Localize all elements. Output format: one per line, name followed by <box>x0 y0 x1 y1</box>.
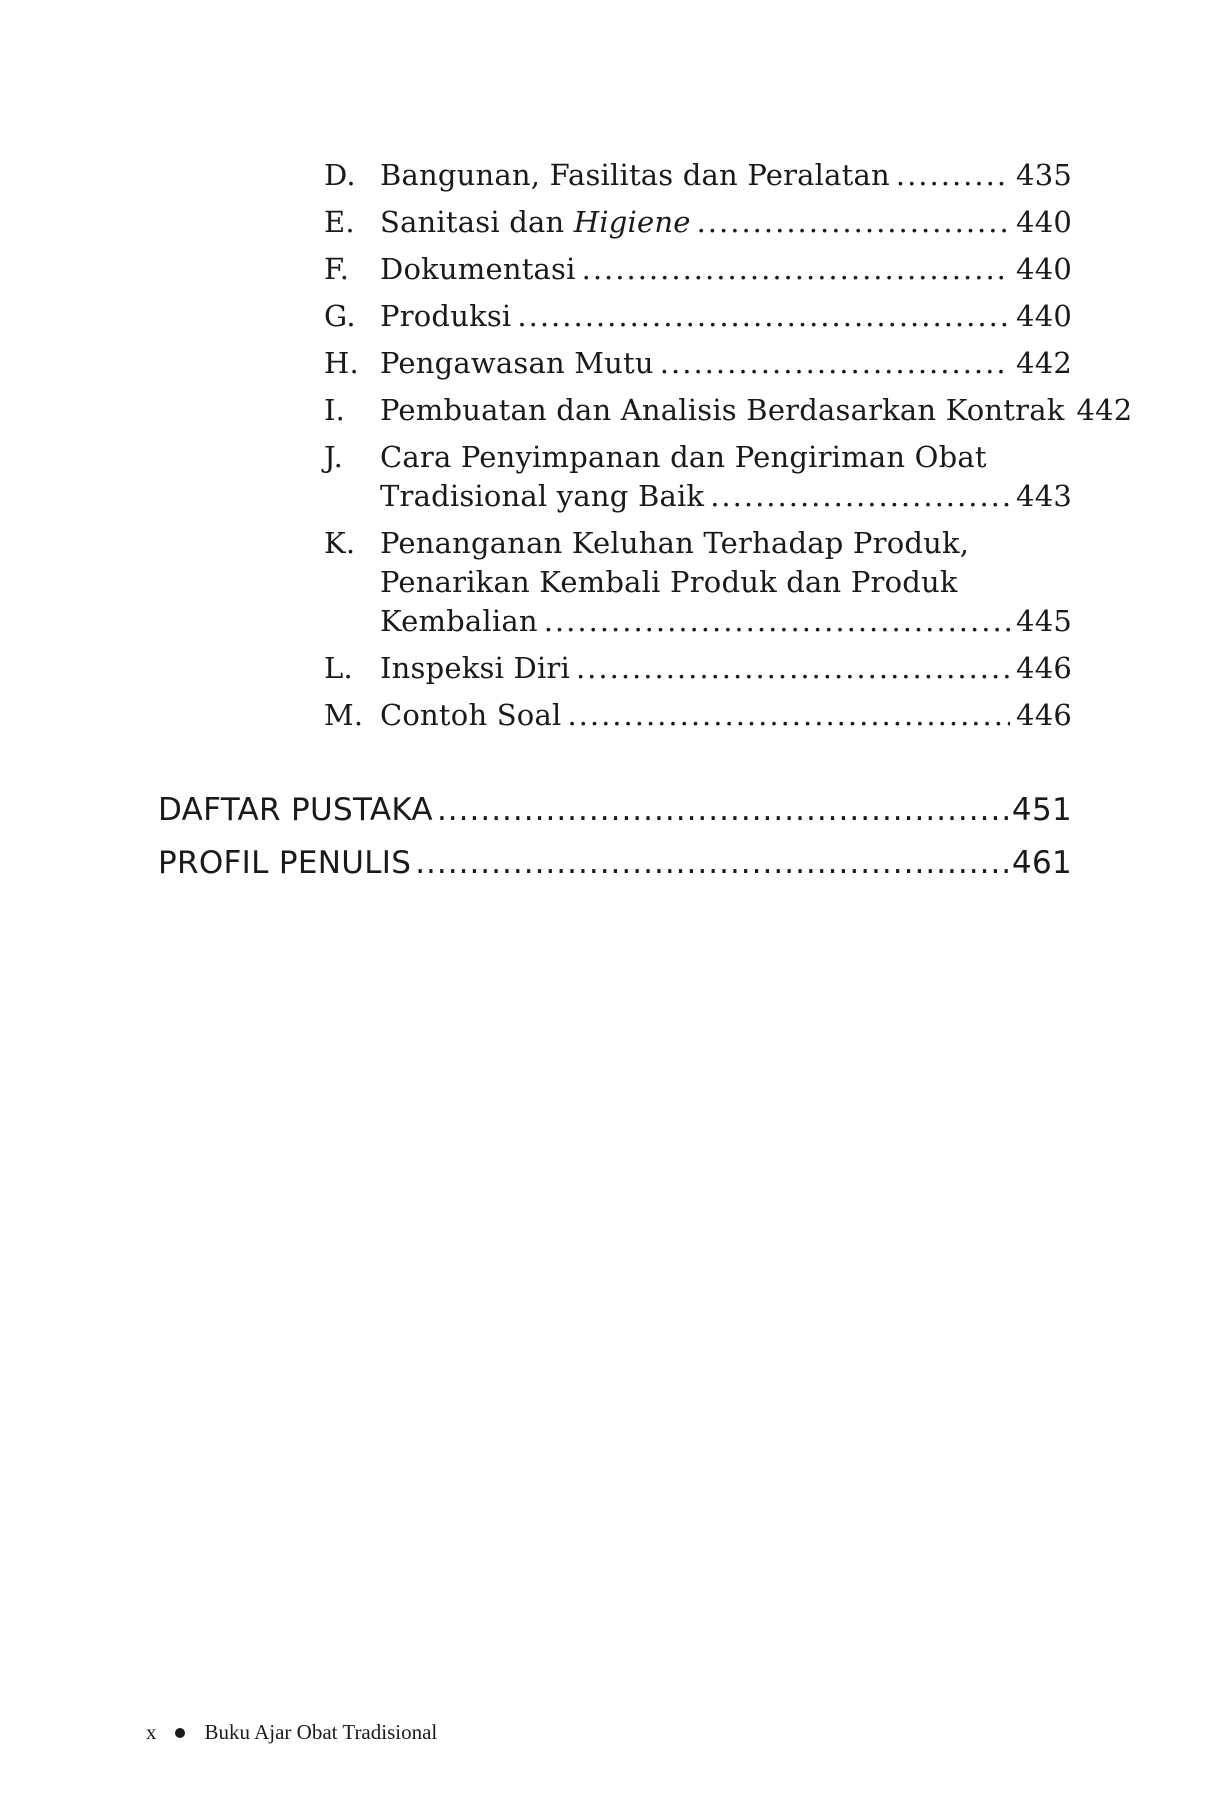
toc-letter: F. <box>324 252 350 286</box>
page-footer <box>146 1720 437 1745</box>
toc-entry-e[interactable] <box>324 203 1072 242</box>
toc-title: Contoh Soal <box>380 698 562 732</box>
toc-title-italic: Higiene <box>573 205 691 239</box>
toc-page-number: 443 <box>1016 479 1072 513</box>
toc-letter: D. <box>324 158 356 192</box>
toc-page-number: 442 <box>1076 393 1133 427</box>
dot-leader <box>660 344 1010 383</box>
toc-page-number: 435 <box>1016 158 1072 192</box>
dot-leader <box>415 837 1008 890</box>
toc-entry-profil-penulis[interactable] <box>158 837 1072 890</box>
toc-title-line: Penarikan Kembali Produk dan Produk <box>380 565 958 599</box>
bullet-icon <box>175 1728 185 1738</box>
dot-leader <box>437 784 1008 837</box>
toc-letter: M. <box>324 698 364 732</box>
toc-title-line: Kembalian <box>380 604 538 638</box>
dot-leader <box>544 602 1010 641</box>
toc-entry-i[interactable] <box>324 391 1133 430</box>
toc-title: Pembuatan dan Analisis Berdasarkan Kontrak <box>380 393 1065 427</box>
toc-letter: H. <box>324 346 359 380</box>
toc-page-number: 446 <box>1016 651 1072 685</box>
dot-leader <box>710 477 1010 516</box>
toc-entry-d[interactable] <box>324 156 1072 195</box>
toc-letter: I. <box>324 393 346 427</box>
dot-leader <box>567 696 1010 735</box>
dot-leader <box>576 649 1010 688</box>
toc-page-number: 442 <box>1016 346 1072 380</box>
toc-title-line: Cara Penyimpanan dan Pengiriman Obat <box>380 440 987 474</box>
toc-title-line: Tradisional yang Baik <box>380 479 705 513</box>
toc-letter: L. <box>324 651 353 685</box>
toc-page-number: 461 <box>1011 845 1072 881</box>
toc-title: Inspeksi Diri <box>380 651 570 685</box>
toc-title: Sanitasi dan Higiene <box>380 205 691 239</box>
toc-entry-k[interactable] <box>324 524 1072 641</box>
dot-leader <box>896 156 1010 195</box>
toc-subsection-list <box>324 156 1133 743</box>
dot-leader <box>697 203 1010 242</box>
toc-page-number: 440 <box>1016 205 1072 239</box>
toc-page-number: 451 <box>1011 792 1072 828</box>
toc-entry-h[interactable] <box>324 344 1072 383</box>
toc-title: Dokumentasi <box>380 252 576 286</box>
toc-entry-g[interactable] <box>324 297 1072 336</box>
dot-leader <box>582 250 1010 289</box>
toc-title: Produksi <box>380 299 512 333</box>
book-title: Buku Ajar Obat Tradisional <box>204 1720 438 1744</box>
toc-entry-m[interactable] <box>324 696 1072 735</box>
toc-title-line: Penanganan Keluhan Terhadap Produk, <box>380 526 970 560</box>
toc-letter: G. <box>324 299 356 333</box>
toc-main-title: PROFIL PENULIS <box>158 845 412 881</box>
toc-letter: K. <box>324 526 356 560</box>
toc-page-number: 440 <box>1016 252 1072 286</box>
toc-main-title: DAFTAR PUSTAKA <box>158 792 433 828</box>
toc-entry-f[interactable] <box>324 250 1072 289</box>
toc-title: Pengawasan Mutu <box>380 346 654 380</box>
toc-letter: J. <box>324 440 343 474</box>
toc-letter: E. <box>324 205 355 239</box>
toc-main-list <box>158 784 1072 890</box>
toc-page-number: 445 <box>1016 604 1072 638</box>
toc-entry-j[interactable] <box>324 438 1072 516</box>
toc-page-number: 440 <box>1016 299 1072 333</box>
dot-leader <box>517 297 1010 336</box>
toc-entry-l[interactable] <box>324 649 1072 688</box>
page-number: x <box>146 1720 157 1744</box>
toc-page-number: 446 <box>1016 698 1072 732</box>
toc-entry-daftar-pustaka[interactable] <box>158 784 1072 837</box>
toc-title: Bangunan, Fasilitas dan Peralatan <box>380 158 890 192</box>
